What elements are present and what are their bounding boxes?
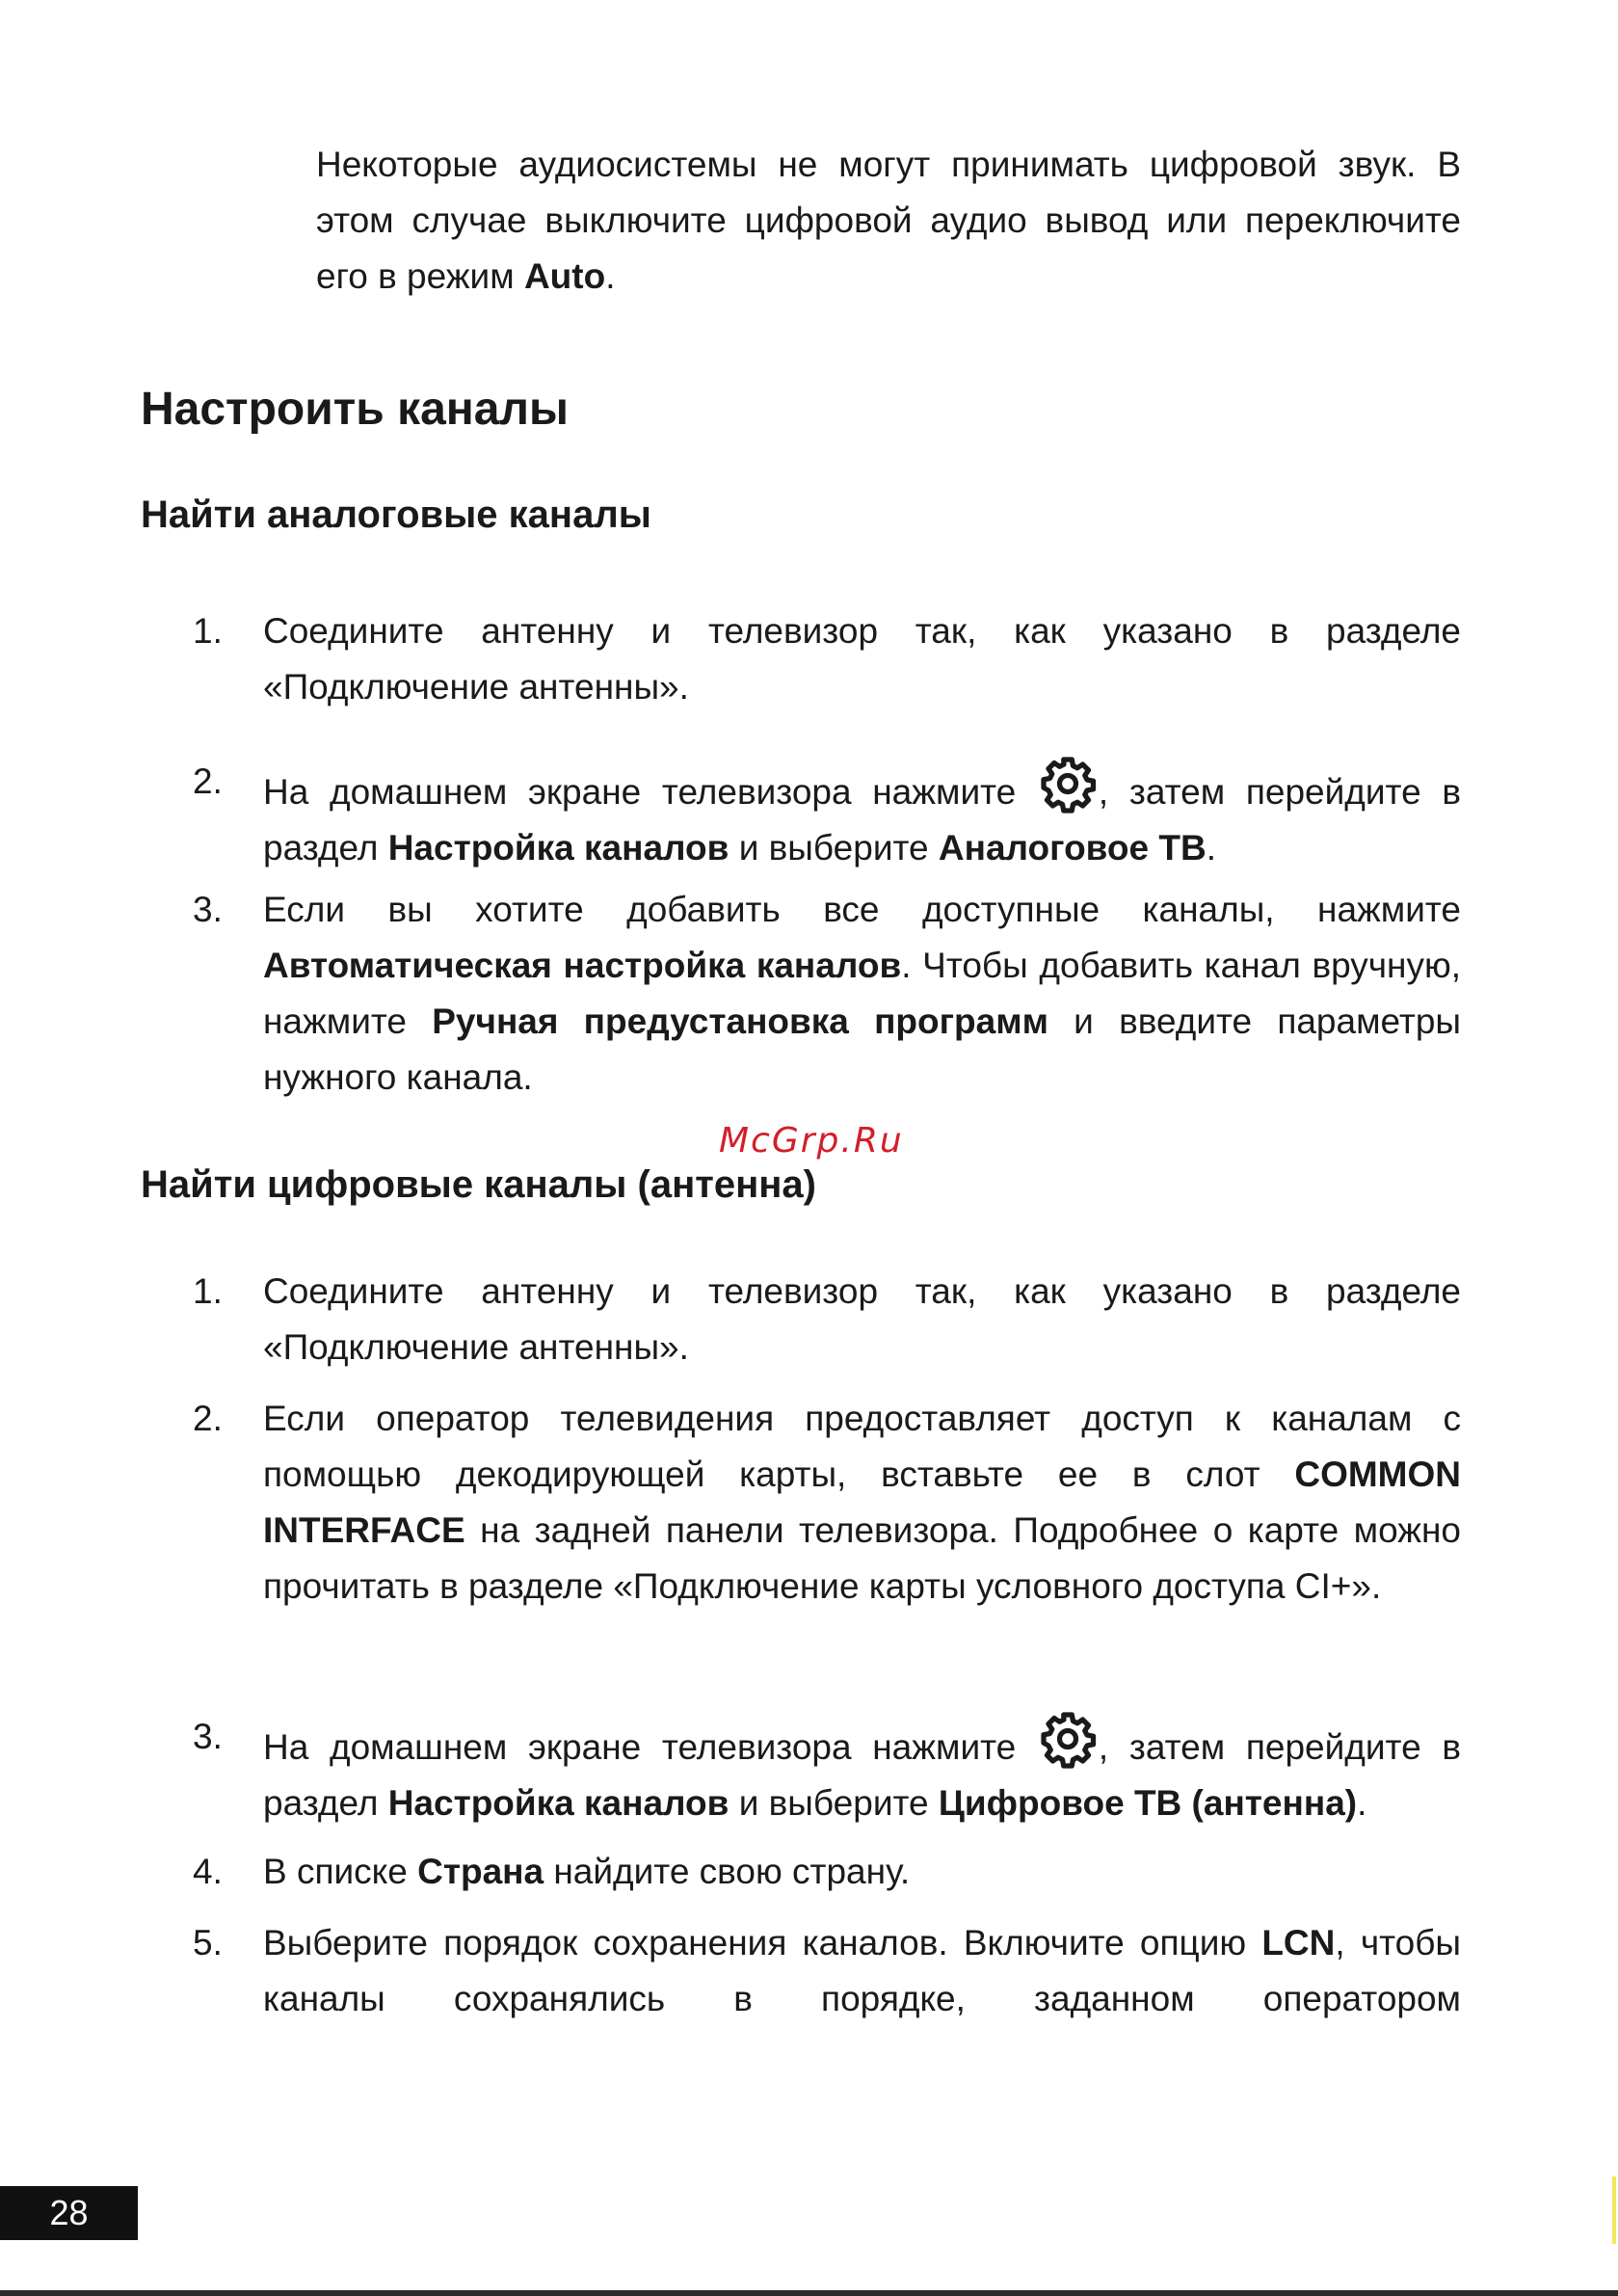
step-number: 1. [193,611,223,651]
step-text: Соедините антенну и телевизор так, как указано в разделе «Подключение антенны». [263,611,1461,707]
menu-option-bold: Аналоговое ТВ [938,828,1207,868]
digital-step-1 [193,1264,1461,1375]
step-text-part: и выберите [729,1783,939,1823]
edge-marker [1612,2176,1616,2244]
digital-title: Найти цифровые каналы (антенна) [141,1163,816,1206]
step-number: 3. [193,1717,223,1756]
step-text: Соедините антенну и телевизор так, как указано в разделе «Подключение антенны». [263,1271,1461,1367]
step-text [263,1915,1461,2027]
analog-step-2 [193,754,1461,876]
digital-step-5 [193,1915,1461,2027]
step-number: 3. [193,890,223,929]
step-text-part: и выберите [729,828,939,868]
step-text-part: и введите параметры нужного канала. [263,1001,1461,1097]
option-bold: LCN [1261,1923,1336,1962]
step-text-part: . [1357,1783,1367,1823]
digital-step-3 [193,1709,1461,1831]
digital-step-2 [193,1391,1461,1615]
step-text-part: , затем перейдите в раздел [263,772,1461,868]
step-text-part: . [1206,828,1216,868]
watermark: McGrp.Ru [719,1121,904,1161]
menu-path-bold: Настройка каналов [387,1783,729,1823]
note-auto-term: Auto [523,256,606,296]
step-text-part: В списке [263,1852,418,1891]
slot-name-bold: COMMON INTERFACE [263,1455,1461,1550]
step-text-part: на задней панели телевизора. Подробнее о карте можно прочитать в разделе «Подключение карты условного доступа CI+». [263,1510,1461,1606]
bottom-divider [0,2290,1618,2296]
digital-step-4 [193,1844,1461,1900]
menu-option-bold: Цифровое ТВ (антенна) [938,1783,1358,1823]
analog-title: Найти аналоговые каналы [141,494,651,536]
page-number: 28 [0,2186,138,2240]
note-text: Некоторые аудиосистемы не могут принимать цифровой звук. В этом случае выключите цифровой аудио вывод или переключите его в режим [316,145,1461,296]
step-number: 2. [193,761,223,801]
step-number: 4. [193,1852,223,1891]
step-text [263,754,1461,876]
step-number: 1. [193,1271,223,1311]
step-text-part: , затем перейдите в раздел [263,1727,1461,1823]
step-text [263,1391,1461,1615]
step-text [263,1844,1461,1900]
step-text-part: Если вы хотите добавить все доступные каналы, нажмите [263,890,1461,929]
section-title: Настроить каналы [141,384,569,435]
step-number: 5. [193,1923,223,1962]
step-text-part: На домашнем экране телевизора нажмите [263,772,1037,812]
menu-option-bold: Страна [417,1852,544,1891]
audio-note [316,137,1461,305]
step-text-part: , чтобы каналы сохранялись в порядке, заданном оператором [263,1923,1461,2018]
step-text-part: . Чтобы добавить канал вручную, нажмите [263,946,1462,1041]
step-text-part: Выберите порядок сохранения каналов. Включите опцию [263,1923,1262,1962]
menu-path-bold: Настройка каналов [387,828,729,868]
menu-option-bold: Автоматическая настройка каналов [263,946,902,985]
step-text [263,882,1461,1106]
step-text-part: Если оператор телевидения предоставляет доступ к каналам с помощью декодирующей карты, вставьте ее в слот [263,1399,1461,1494]
step-number: 2. [193,1399,223,1438]
note-end: . [605,256,616,296]
step-text-part: найдите свою страну. [544,1852,911,1891]
step-text [263,1709,1461,1831]
gear-icon [1039,1709,1097,1769]
step-text-part: На домашнем экране телевизора нажмите [263,1727,1037,1767]
gear-icon [1039,754,1097,814]
analog-step-1 [193,603,1461,715]
analog-step-3 [193,882,1461,1106]
menu-option-bold: Ручная предустановка программ [432,1001,1048,1041]
